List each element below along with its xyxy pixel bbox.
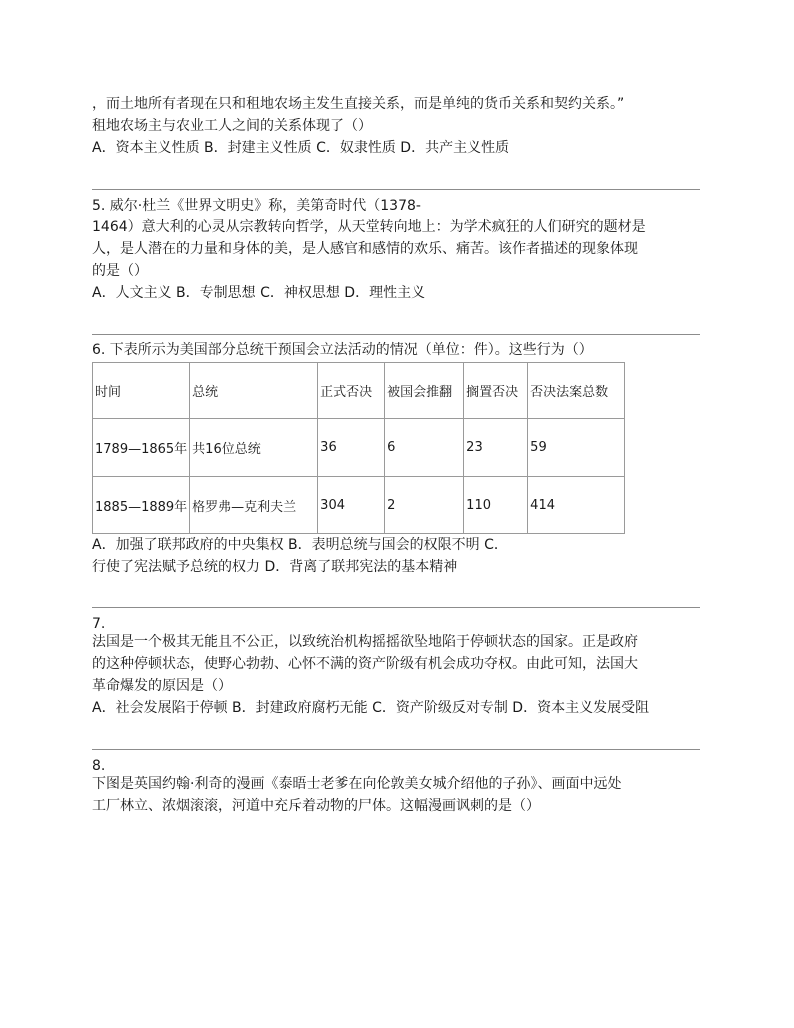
table-cell: 59	[528, 419, 625, 477]
table-cell: 格罗弗—克利夫兰	[190, 477, 318, 534]
q8-stem-line2: 工厂林立、浓烟滚滚，河道中充斥着动物的尸体。这幅漫画讽刺的是（）	[92, 798, 540, 814]
table-cell: 304	[318, 477, 385, 534]
q5-options: A．人文主义 B．专制思想 C．神权思想 D．理性主义	[92, 285, 426, 301]
president-veto-table	[92, 362, 625, 534]
question-divider	[92, 749, 700, 750]
table-header-cell: 正式否决	[318, 363, 385, 419]
table-header-cell: 总统	[190, 363, 318, 419]
question-divider	[92, 334, 700, 335]
table-cell: 110	[464, 477, 528, 534]
table-header-cell: 否决法案总数	[528, 363, 625, 419]
q4-options: A．资本主义性质 B．封建主义性质 C．奴隶性质 D．共产主义性质	[92, 140, 510, 156]
table-cell: 414	[528, 477, 625, 534]
q7-number: 7.	[92, 616, 106, 632]
table-cell: 6	[385, 419, 464, 477]
q5-stem-line1: 5. 威尔·杜兰《世界文明史》称，美第奇时代（1378-	[92, 198, 421, 214]
table-cell: 共16位总统	[190, 419, 318, 477]
q8-stem-line1: 下图是英国约翰·利奇的漫画《泰晤士老爹在向伦敦美女城介绍他的子孙》、画面中远处	[92, 776, 622, 792]
q5-stem-line4: 的是（）	[92, 263, 148, 279]
q5-stem-line3: 人，是人潜在的力量和身体的美，是人感官和感情的欢乐、痛苦。该作者描述的现象体现	[92, 241, 638, 257]
q7-stem-line1: 法国是一个极其无能且不公正，以致统治机构摇摇欲坠地陷于停顿状态的国家。正是政府	[92, 634, 638, 650]
table-cell: 1885—1889年	[93, 477, 190, 534]
table-cell: 36	[318, 419, 385, 477]
q5-stem-line2: 1464）意大利的心灵从宗教转向哲学，从天堂转向地上：为学术疯狂的人们研究的题材是	[92, 219, 646, 235]
table-cell: 23	[464, 419, 528, 477]
q6-options-line1: A．加强了联邦政府的中央集权 B．表明总统与国会的权限不明 C．	[92, 537, 508, 553]
question-divider	[92, 607, 700, 608]
table-header-cell: 时间	[93, 363, 190, 419]
table-header-row	[93, 363, 625, 419]
q6-stem: 6. 下表所示为美国部分总统干预国会立法活动的情况（单位：件）。这些行为（）	[92, 342, 593, 358]
q8-number: 8.	[92, 758, 106, 774]
table-header-cell: 搁置否决	[464, 363, 528, 419]
q6-options-line2: 行使了宪法赋予总统的权力 D．背离了联邦宪法的基本精神	[92, 559, 458, 575]
table-row	[93, 419, 625, 477]
q7-options: A．社会发展陷于停顿 B．封建政府腐朽无能 C．资产阶级反对专制 D．资本主义发展受阻	[92, 700, 650, 716]
q7-stem-line2: 的这种停顿状态，使野心勃勃、心怀不满的资产阶级有机会成功夺权。由此可知，法国大	[92, 656, 638, 672]
question-divider	[92, 189, 700, 190]
table-cell: 1789—1865年	[93, 419, 190, 477]
table-row	[93, 477, 625, 534]
table-cell: 2	[385, 477, 464, 534]
q4-stem-line1: ，而土地所有者现在只和租地农场主发生直接关系，而是单纯的货币关系和契约关系。”	[92, 96, 625, 112]
q4-stem-line2: 租地农场主与农业工人之间的关系体现了（）	[92, 118, 372, 134]
table-header-cell: 被国会推翻	[385, 363, 464, 419]
q7-stem-line3: 革命爆发的原因是（）	[92, 678, 232, 694]
